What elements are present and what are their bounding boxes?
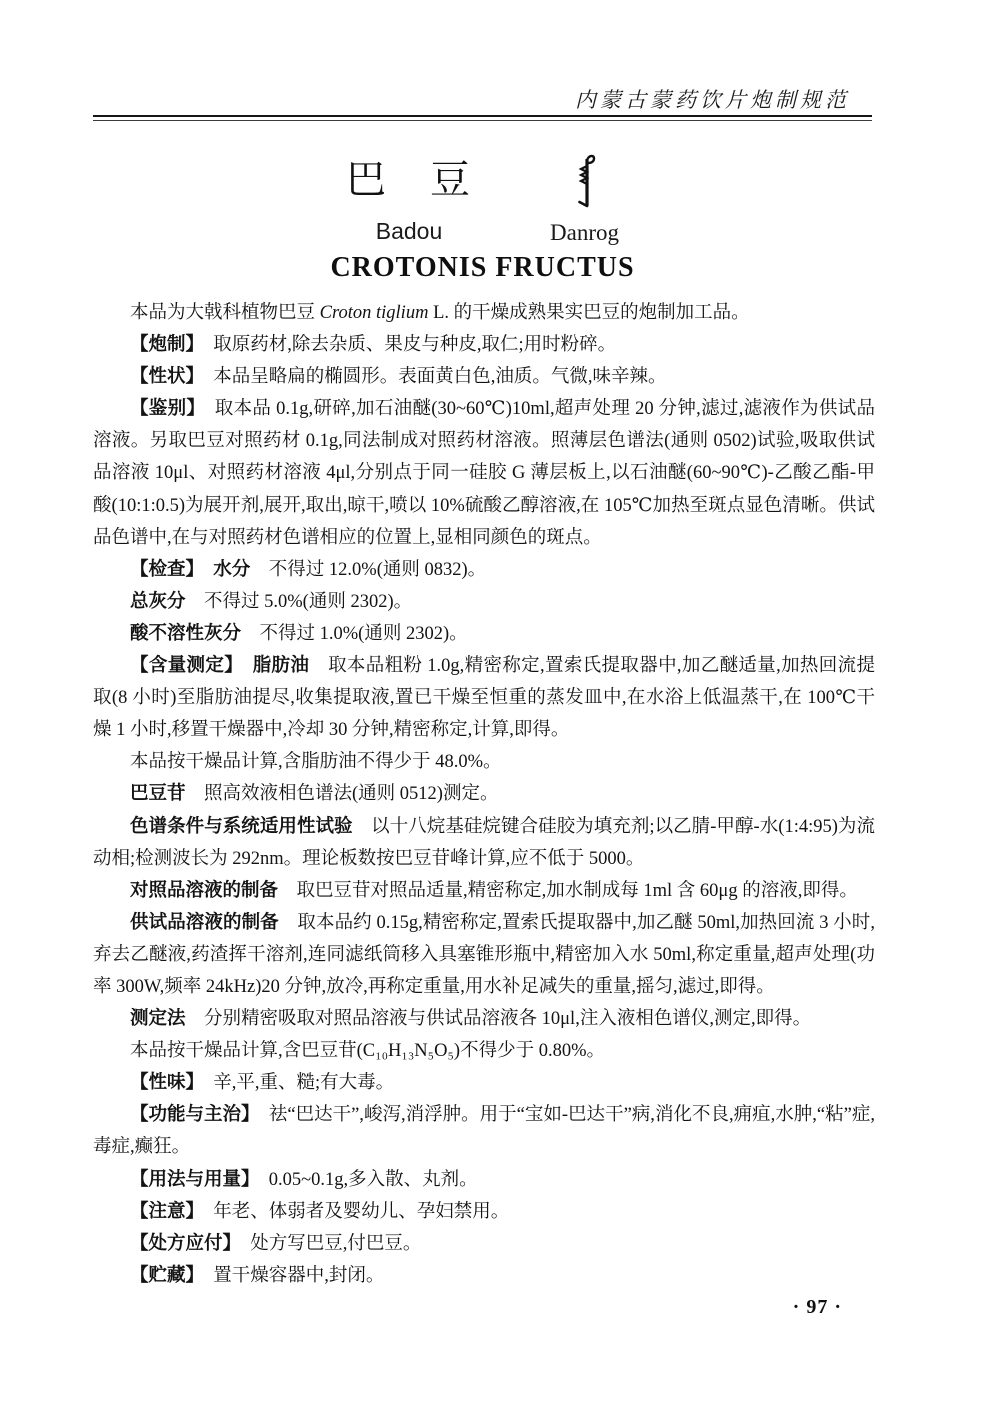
drug-title-chinese: 巴 豆 [346, 157, 472, 202]
section-dosage [93, 1164, 875, 1196]
section-sublabel: 水分 [194, 559, 251, 580]
source-text-pre: 本品为大戟科植物巴豆 [130, 303, 320, 323]
section-text: 置干燥容器中,封闭。 [194, 1265, 385, 1286]
section-text: 取本品约 0.15g,精密称定,置索氏提取器中,加乙醚 50ml,加热回流 3 小时,弃去乙醚液,药渣挥干溶剂,连同滤纸筒移入具塞锥形瓶中,精密加入水 50ml,称定重量,超声处理(功率 300W,频率 24kHz)20 分钟,放冷,再称定重量,用水补足减失的重量,摇匀,滤过,即得。 [93, 912, 875, 997]
section-label: 【性状】 [130, 367, 195, 388]
section-label: 【处方应付】 [130, 1233, 232, 1254]
limit-text: 本品按干燥品计算,含巴豆苷(C₁₀H₁₃N₅O₅)不得少于 0.80%。 [130, 1041, 605, 1062]
section-label: 酸不溶性灰分 [130, 623, 242, 644]
section-function-indication [93, 1099, 875, 1163]
mongolian-script-icon [570, 152, 598, 210]
section-sublabel: 脂肪油 [233, 656, 310, 677]
section-total-ash [93, 586, 875, 618]
section-text: 处方写巴豆,付巴豆。 [231, 1233, 422, 1254]
source-text-post: L. 的干燥成熟果实巴豆的炮制加工品。 [428, 303, 750, 323]
drug-title-mongolian-latin: Danrog [550, 220, 619, 245]
section-label: 【功能与主治】 [130, 1105, 251, 1126]
section-acid-insoluble-ash [93, 618, 875, 650]
section-label: 【炮制】 [130, 335, 195, 356]
header-rule [93, 115, 872, 121]
section-label: 色谱条件与系统适用性试验 [130, 816, 353, 837]
section-identification [93, 393, 875, 553]
section-text: 祛“巴达干”,峻泻,消浮肿。用于“宝如-巴达干”病,消化不良,痈疽,水肿,“粘”症,毒症,癫狂。 [93, 1105, 875, 1158]
para-crotonoside-limit [93, 1035, 875, 1067]
para-source [93, 297, 875, 329]
section-text: 照高效液相色谱法(通则 0512)测定。 [185, 784, 499, 805]
section-label: 对照品溶液的制备 [130, 880, 279, 901]
section-label: 【贮藏】 [130, 1265, 195, 1286]
section-processing [93, 329, 875, 361]
section-label: 【性味】 [130, 1073, 195, 1094]
page-number: · 97 · [792, 1296, 842, 1318]
section-description [93, 361, 875, 393]
drug-title-latin: CROTONIS FRUCTUS [330, 252, 635, 283]
section-prescription [93, 1228, 875, 1260]
section-label: 【鉴别】 [130, 399, 196, 420]
section-assay-method [93, 1003, 875, 1035]
running-head-title: 内蒙古蒙药饮片炮制规范 [575, 88, 850, 112]
source-latin-binomial: Croton tiglium [319, 303, 429, 323]
section-caution [93, 1196, 875, 1228]
title-block [93, 152, 872, 246]
section-text: 分别精密吸取对照品溶液与供试品溶液各 10μl,注入液相色谱仪,测定,即得。 [185, 1009, 812, 1030]
section-property-flavor [93, 1067, 875, 1099]
section-text: 取原药材,除去杂质、果皮与种皮,取仁;用时粉碎。 [194, 335, 617, 356]
section-text: 0.05~0.1g,多入散、丸剂。 [250, 1169, 478, 1190]
title-row [93, 152, 872, 246]
drug-title-pinyin: Badou [375, 218, 443, 244]
section-storage [93, 1260, 875, 1292]
section-label: 【含量测定】 [130, 656, 234, 677]
section-text: 取本品粗粉 1.0g,精密称定,置索氏提取器中,加乙醚适量,加热回流提取(8 小时)至脂肪油提尽,收集提取液,置已干燥至恒重的蒸发皿中,在水浴上低温蒸干,在 100℃干燥 1 小时,移置干燥器中,冷却 30 分钟,精密称定,计算,即得。 [93, 656, 875, 741]
section-text: 不得过 12.0%(通则 0832)。 [250, 559, 487, 580]
section-label: 供试品溶液的制备 [130, 912, 279, 933]
section-text: 辛,平,重、糙;有大毒。 [194, 1073, 395, 1094]
section-label: 总灰分 [130, 591, 186, 612]
para-fatty-oil-limit [93, 746, 875, 778]
section-label: 【检查】 [130, 559, 195, 580]
section-label: 测定法 [130, 1009, 186, 1030]
section-text: 不得过 5.0%(通则 2302)。 [185, 591, 413, 612]
section-text: 取本品 0.1g,研碎,加石油醚(30~60℃)10ml,超声处理 20 分钟,滤过,滤液作为供试品溶液。另取巴豆对照药材 0.1g,同法制成对照药材溶液。照薄层色谱法(通则 0502)试验,吸取供试品溶液 10μl、对照药材溶液 4μl,分别点于同一硅胶 G 薄层板上,以石油醚(60~90℃)-乙酸乙酯-甲酸(10:1:0.5)为展开剂,展开,取出,晾干,喷以 10%硫酸乙醇溶液,在 105℃加热至斑点显色清晰。供试品色谱中,在与对照药材色谱相应的位置上,显相同颜色的斑点。 [93, 399, 875, 548]
section-label: 【注意】 [130, 1201, 195, 1222]
title-mongolian-column [550, 152, 619, 246]
section-text: 不得过 1.0%(通则 2302)。 [241, 623, 468, 644]
title-chinese-column [346, 152, 472, 245]
section-label: 巴豆苷 [130, 784, 186, 805]
section-assay-fatty-oil [93, 650, 875, 746]
section-label: 【用法与用量】 [130, 1169, 251, 1190]
section-chromatography [93, 811, 875, 875]
section-text: 本品呈略扁的椭圆形。表面黄白色,油质。气微,味辛辣。 [194, 367, 667, 388]
section-crotonoside [93, 778, 875, 810]
section-text: 以十八烷基硅烷键合硅胶为填充剂;以乙腈-甲醇-水(1:4:95)为流动相;检测波长为 292nm。理论板数按巴豆苷峰计算,应不低于 5000。 [93, 816, 875, 869]
section-text: 年老、体弱者及婴幼儿、孕妇禁用。 [194, 1201, 510, 1222]
section-reference-solution [93, 875, 875, 907]
section-check-water [93, 554, 875, 586]
limit-text: 本品按干燥品计算,含脂肪油不得少于 48.0%。 [130, 752, 502, 773]
monograph-body [93, 297, 875, 1292]
section-text: 取巴豆苷对照品适量,精密称定,加水制成每 1ml 含 60μg 的溶液,即得。 [278, 880, 858, 901]
section-test-solution [93, 907, 875, 1003]
